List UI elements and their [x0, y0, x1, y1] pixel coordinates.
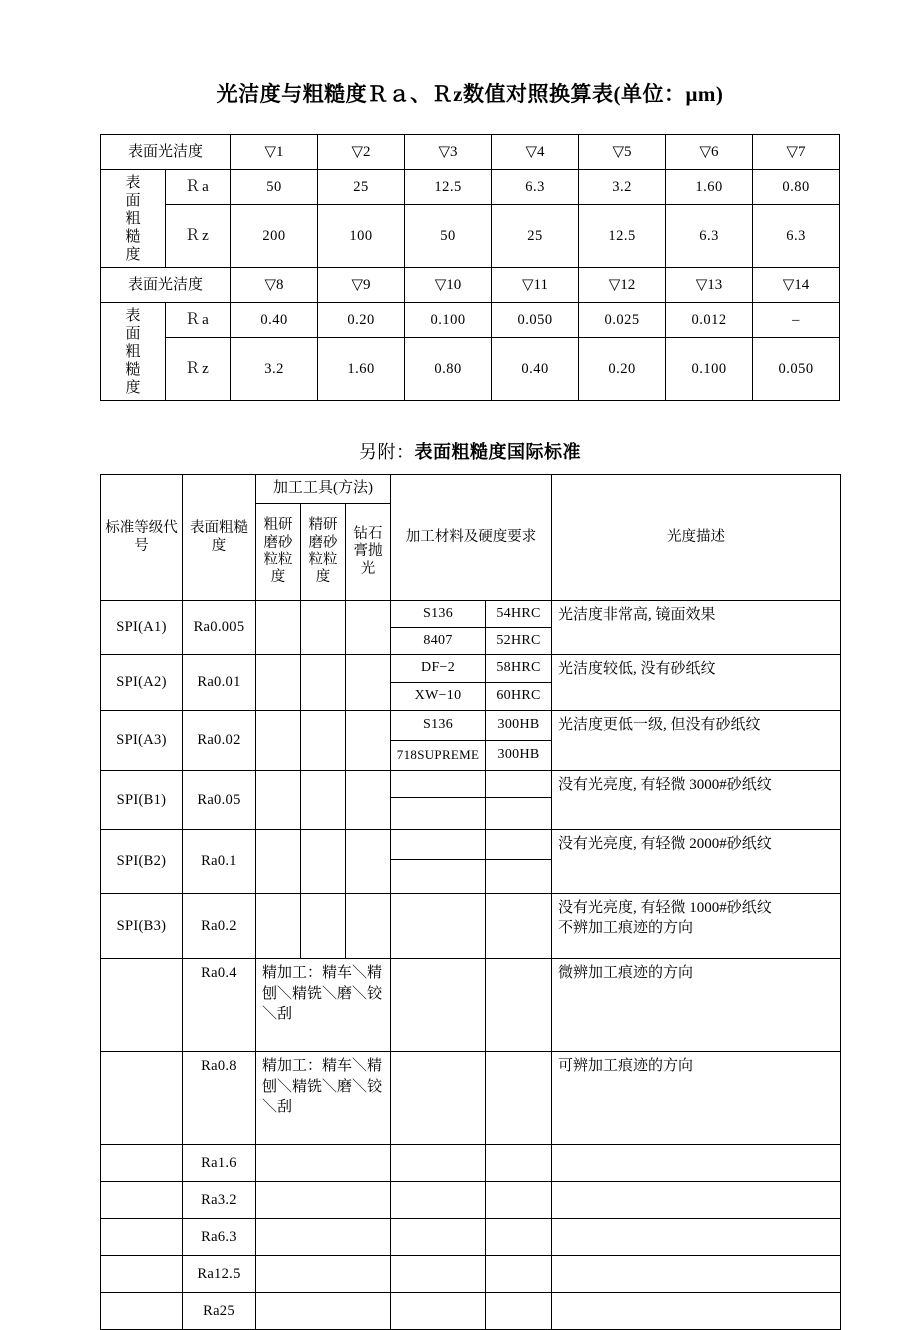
cell-hardness [486, 1293, 552, 1330]
table-header-row [101, 475, 841, 504]
spi-standard-table [100, 474, 841, 1330]
cell-standard-code: SPI(A2) [101, 655, 183, 711]
table-row [101, 894, 841, 959]
section-title [100, 438, 840, 464]
table-row [101, 338, 840, 401]
cell-tool-diamond [346, 894, 391, 959]
cell-description: 光洁度更低一级, 但没有砂纸纹 [552, 711, 841, 771]
cell-description: 光洁度较低, 没有砂纸纹 [552, 655, 841, 711]
cell-hardness [486, 894, 552, 959]
ra-value: 0.80 [753, 170, 840, 205]
cell-standard-code [101, 959, 183, 1052]
cell-surface-roughness: Ra0.1 [183, 830, 256, 894]
cell-tool-diamond [346, 771, 391, 830]
cell-tool-note [256, 1219, 391, 1256]
cell-standard-code: SPI(A1) [101, 601, 183, 655]
rz-value: 0.40 [492, 338, 579, 401]
cell-description [552, 1256, 841, 1293]
cell-description: 微辨加工痕迹的方向 [552, 959, 841, 1052]
cell-tool-fine [301, 655, 346, 711]
cell-material: 718SUPREME [391, 741, 486, 771]
header-gloss-description: 光度描述 [552, 475, 841, 601]
cell-material [391, 798, 486, 830]
cell-description [552, 1145, 841, 1182]
cell-description: 没有光亮度, 有轻微 3000#砂纸纹 [552, 771, 841, 830]
grade-cell: ▽12 [579, 268, 666, 303]
cell-material [391, 1293, 486, 1330]
grade-cell: ▽11 [492, 268, 579, 303]
cell-hardness [486, 860, 552, 894]
rz-value: 0.050 [753, 338, 840, 401]
cell-tool-fine [301, 601, 346, 655]
ra-value: 0.025 [579, 303, 666, 338]
grade-cell: ▽3 [405, 135, 492, 170]
cell-tool-note [256, 1182, 391, 1219]
section-title-lead: 另附： [359, 442, 415, 462]
ra-value: 0.40 [231, 303, 318, 338]
cell-material: DF−2 [391, 655, 486, 683]
rz-label: Ｒz [166, 338, 231, 401]
table-row [101, 1182, 841, 1219]
cell-standard-code [101, 1052, 183, 1145]
rz-value: 200 [231, 205, 318, 268]
cell-surface-roughness: Ra12.5 [183, 1256, 256, 1293]
rz-value: 1.60 [318, 338, 405, 401]
cell-material [391, 771, 486, 798]
ra-value: 12.5 [405, 170, 492, 205]
rz-value: 50 [405, 205, 492, 268]
table-row [101, 205, 840, 268]
grade-cell: ▽2 [318, 135, 405, 170]
cell-hardness [486, 830, 552, 860]
cell-tool-fine [301, 830, 346, 894]
rz-value: 6.3 [666, 205, 753, 268]
cell-tool-note: 精加工：精车＼精刨＼精铣＼磨＼铰＼刮 [256, 959, 391, 1052]
cell-description [552, 894, 841, 959]
header-material-hardness: 加工材料及硬度要求 [391, 475, 552, 601]
cell-tool-fine [301, 894, 346, 959]
cell-tool-note [256, 1256, 391, 1293]
grade-cell: ▽1 [231, 135, 318, 170]
cell-material [391, 830, 486, 860]
ra-value: 3.2 [579, 170, 666, 205]
table-row [101, 1052, 841, 1145]
rz-label: Ｒz [166, 205, 231, 268]
cell-tool-coarse [256, 601, 301, 655]
ra-label: Ｒa [166, 303, 231, 338]
header-tool-fine: 精研磨砂粒粒度 [301, 504, 346, 601]
grade-cell: ▽8 [231, 268, 318, 303]
rz-value: 0.100 [666, 338, 753, 401]
cell-surface-roughness: Ra0.05 [183, 771, 256, 830]
cell-hardness [486, 1256, 552, 1293]
table-row [101, 135, 840, 170]
cell-surface-roughness: Ra6.3 [183, 1219, 256, 1256]
cell-hardness: 52HRC [486, 628, 552, 655]
table-row [101, 655, 841, 683]
cell-surface-roughness: Ra0.8 [183, 1052, 256, 1145]
grade-cell: ▽9 [318, 268, 405, 303]
cell-material: S136 [391, 711, 486, 741]
rz-value: 12.5 [579, 205, 666, 268]
cell-hardness [486, 1219, 552, 1256]
cell-tool-coarse [256, 894, 301, 959]
cell-material [391, 1219, 486, 1256]
surface-finish-header: 表面光洁度 [101, 135, 231, 170]
rz-value: 100 [318, 205, 405, 268]
cell-tool-coarse [256, 771, 301, 830]
table-row [101, 303, 840, 338]
cell-surface-roughness: Ra0.005 [183, 601, 256, 655]
ra-value: 0.100 [405, 303, 492, 338]
cell-standard-code [101, 1145, 183, 1182]
cell-material [391, 860, 486, 894]
cell-standard-code: SPI(A3) [101, 711, 183, 771]
cell-standard-code [101, 1219, 183, 1256]
grade-cell: ▽5 [579, 135, 666, 170]
grade-cell: ▽14 [753, 268, 840, 303]
cell-tool-diamond [346, 601, 391, 655]
grade-cell: ▽7 [753, 135, 840, 170]
header-surface-roughness: 表面粗糙度 [183, 475, 256, 601]
cell-surface-roughness: Ra25 [183, 1293, 256, 1330]
section-title-rest: 表面粗糙度国际标准 [414, 442, 581, 462]
cell-hardness [486, 959, 552, 1052]
grade-cell: ▽4 [492, 135, 579, 170]
rz-value: 6.3 [753, 205, 840, 268]
cell-surface-roughness: Ra0.2 [183, 894, 256, 959]
ra-value: – [753, 303, 840, 338]
cell-standard-code: SPI(B3) [101, 894, 183, 959]
cell-description: 光洁度非常高, 镜面效果 [552, 601, 841, 655]
table-row [101, 1219, 841, 1256]
cell-standard-code: SPI(B1) [101, 771, 183, 830]
cell-material: S136 [391, 601, 486, 628]
roughness-conversion-table [100, 134, 840, 401]
cell-standard-code [101, 1256, 183, 1293]
cell-standard-code [101, 1293, 183, 1330]
table-row [101, 771, 841, 798]
rz-value: 3.2 [231, 338, 318, 401]
cell-description: 没有光亮度, 有轻微 2000#砂纸纹 [552, 830, 841, 894]
cell-hardness: 60HRC [486, 683, 552, 711]
cell-standard-code: SPI(B2) [101, 830, 183, 894]
header-standard-code: 标准等级代号 [101, 475, 183, 601]
cell-material [391, 959, 486, 1052]
cell-material [391, 1145, 486, 1182]
cell-hardness: 58HRC [486, 655, 552, 683]
cell-hardness [486, 798, 552, 830]
cell-surface-roughness: Ra1.6 [183, 1145, 256, 1182]
rz-value: 0.80 [405, 338, 492, 401]
description-line-primary: 没有光亮度, 有轻微 1000#砂纸纹 [558, 900, 772, 916]
header-tools-group: 加工工具(方法) [256, 475, 391, 504]
table-row [101, 830, 841, 860]
rz-value: 0.20 [579, 338, 666, 401]
cell-material [391, 1052, 486, 1145]
grade-cell: ▽6 [666, 135, 753, 170]
ra-label: Ｒa [166, 170, 231, 205]
ra-value: 0.20 [318, 303, 405, 338]
table-row [101, 959, 841, 1052]
cell-hardness [486, 1182, 552, 1219]
cell-material [391, 894, 486, 959]
cell-tool-coarse [256, 711, 301, 771]
table-row [101, 1256, 841, 1293]
cell-surface-roughness: Ra0.01 [183, 655, 256, 711]
surface-finish-header: 表面光洁度 [101, 268, 231, 303]
roughness-row-header: 表面粗糙度 [101, 170, 166, 268]
ra-value: 0.012 [666, 303, 753, 338]
cell-tool-diamond [346, 655, 391, 711]
header-tool-diamond: 钻石膏抛光 [346, 504, 391, 601]
grade-cell: ▽10 [405, 268, 492, 303]
grade-cell: ▽13 [666, 268, 753, 303]
header-tool-coarse: 粗研磨砂粒粒度 [256, 504, 301, 601]
ra-value: 25 [318, 170, 405, 205]
cell-standard-code [101, 1182, 183, 1219]
cell-description [552, 1219, 841, 1256]
table-row [101, 268, 840, 303]
table-row [101, 601, 841, 628]
table-row [101, 170, 840, 205]
cell-material [391, 1256, 486, 1293]
table-row [101, 1293, 841, 1330]
page-title: 光洁度与粗糙度Ｒａ、Ｒz数值对照换算表(单位：μm) [216, 82, 724, 106]
cell-hardness: 54HRC [486, 601, 552, 628]
cell-material: 8407 [391, 628, 486, 655]
cell-hardness [486, 1052, 552, 1145]
rz-value: 25 [492, 205, 579, 268]
cell-tool-coarse [256, 655, 301, 711]
cell-hardness [486, 1145, 552, 1182]
cell-description [552, 1182, 841, 1219]
cell-tool-coarse [256, 830, 301, 894]
cell-tool-diamond [346, 711, 391, 771]
cell-material [391, 1182, 486, 1219]
roughness-row-header: 表面粗糙度 [101, 303, 166, 401]
cell-tool-fine [301, 711, 346, 771]
cell-surface-roughness: Ra0.4 [183, 959, 256, 1052]
cell-description: 可辨加工痕迹的方向 [552, 1052, 841, 1145]
ra-value: 1.60 [666, 170, 753, 205]
ra-value: 50 [231, 170, 318, 205]
cell-surface-roughness: Ra0.02 [183, 711, 256, 771]
ra-value: 6.3 [492, 170, 579, 205]
cell-hardness [486, 771, 552, 798]
cell-hardness: 300HB [486, 711, 552, 741]
cell-tool-diamond [346, 830, 391, 894]
cell-tool-note: 精加工：精车＼精刨＼精铣＼磨＼铰＼刮 [256, 1052, 391, 1145]
cell-surface-roughness: Ra3.2 [183, 1182, 256, 1219]
cell-material: XW−10 [391, 683, 486, 711]
cell-description [552, 1293, 841, 1330]
table-row [101, 1145, 841, 1182]
cell-tool-note [256, 1145, 391, 1182]
description-line-extra: 不辨加工痕迹的方向 [558, 920, 694, 937]
ra-value: 0.050 [492, 303, 579, 338]
table-row [101, 711, 841, 741]
cell-hardness: 300HB [486, 741, 552, 771]
cell-tool-note [256, 1293, 391, 1330]
cell-tool-fine [301, 771, 346, 830]
